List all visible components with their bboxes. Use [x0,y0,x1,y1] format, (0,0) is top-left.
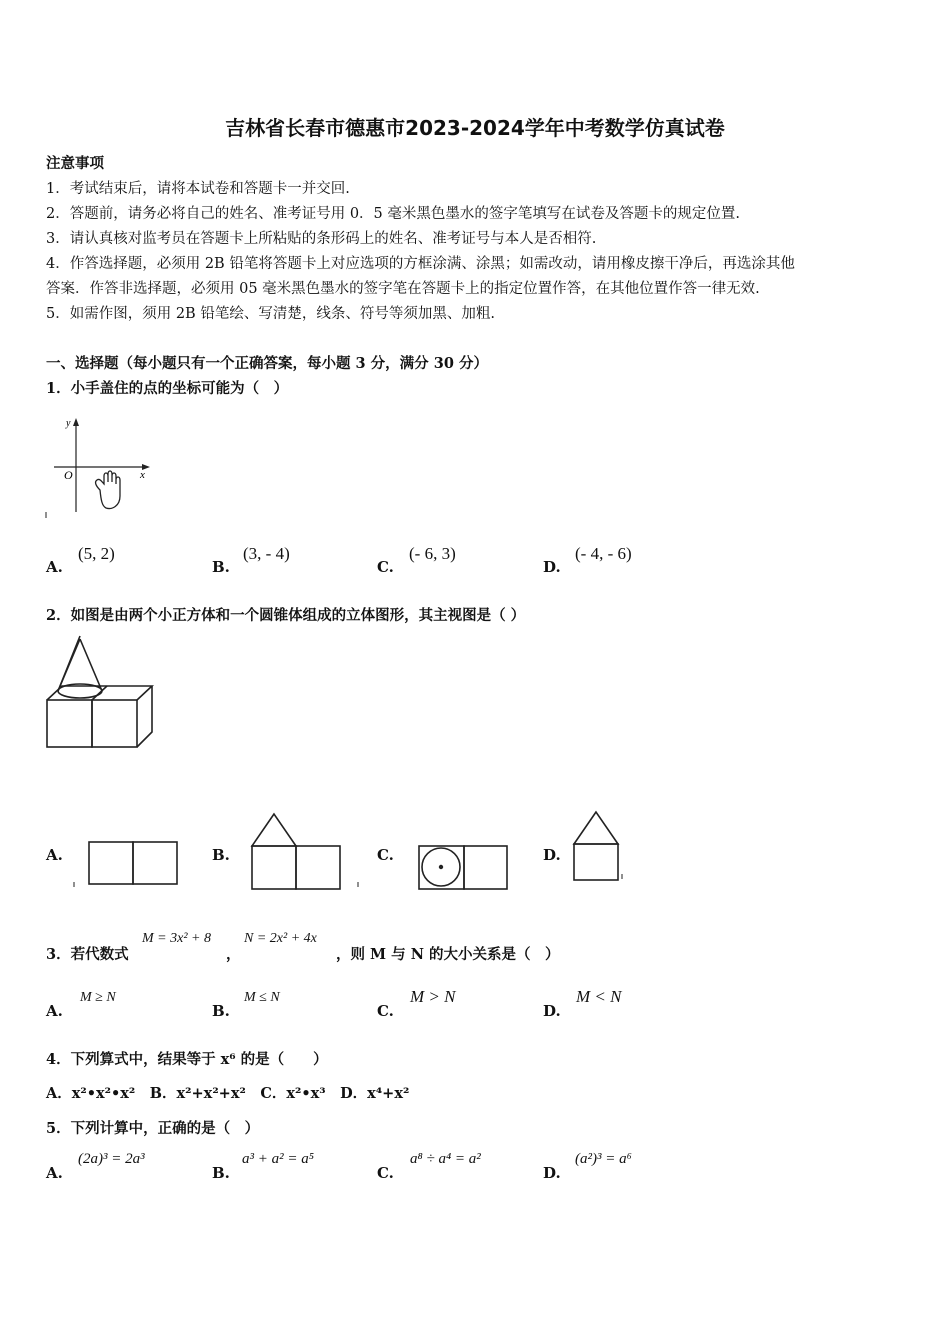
q4-options: A．x²•x²•x² B．x²+x²+x² C．x²•x³ D．x⁴+x² [46,1085,410,1102]
q5-option-c-value: a⁸ ÷ a⁴ = a² [410,1151,481,1167]
q1-option-c-value: (- 6, 3) [409,544,456,563]
q5-option-b-label: B. [212,1164,230,1182]
y-axis-label: y [66,418,71,429]
hand-icon [96,471,120,509]
q1-option-d-value: (- 4, - 6) [575,544,632,563]
q2-option-c-label: C. [377,846,394,864]
q1-option-a-label: A. [46,558,63,576]
coordinate-plane-figure [44,412,164,522]
notice-item-4: 4．作答选择题，必须用 2B 铅笔将答题卡上对应选项的方框涂满、涂黑；如需改动，请用橡皮擦干净后，再选涂其他 [46,256,795,272]
q3-option-d-value: M < N [576,987,622,1006]
q5-option-d-value: (a²)³ = a⁶ [575,1151,632,1167]
q1-option-d-label: D. [543,558,561,576]
question-3-prefix: 3．若代数式 [46,946,129,963]
solid-figure [44,636,156,750]
q5-option-b-value: a³ + a² = a⁵ [242,1151,314,1167]
notice-item-2: 2．答题前，请务必将自己的姓名、准考证号用 0．5 毫米黑色墨水的签字笔填写在试卷及答题卡的规定位置. [46,206,740,222]
q2-option-a-figure [70,840,182,890]
q2-option-c-figure [416,843,512,893]
q3-n-expression: N = 2x² + 4x [244,931,317,946]
q3-option-a-value: M ≥ N [80,990,116,1005]
q3-option-a-label: A. [46,1002,63,1020]
q5-option-a-value: (2a)³ = 2a³ [78,1151,145,1167]
question-5-stem: 5．下列计算中，正确的是（ ） [46,1120,260,1137]
notice-item-5: 5．如需作图，须用 2B 铅笔绘、写清楚，线条、符号等须加黑、加粗. [46,306,495,322]
x-axis-label: x [140,469,145,481]
q3-option-c-label: C. [377,1002,394,1020]
q2-option-d-figure [572,810,628,884]
q1-option-b-value: (3, - 4) [243,544,290,563]
q3-option-c-value: M > N [410,987,456,1006]
q1-option-c-label: C. [377,558,394,576]
section-heading: 一、选择题（每小题只有一个正确答案，每小题 3 分，满分 30 分） [46,355,488,372]
notice-item-1: 1．考试结束后，请将本试卷和答题卡一并交回. [46,181,350,197]
question-1-stem: 1．小手盖住的点的坐标可能为（ ） [46,380,289,397]
q3-option-b-label: B. [212,1002,230,1020]
q2-option-b-label: B. [212,846,230,864]
page-title: 吉林省长春市德惠市2023-2024学年中考数学仿真试卷 [225,116,725,140]
origin-label: O [64,468,73,482]
q2-option-b-figure [248,812,364,892]
notice-item-4-cont: 答案．作答非选择题，必须用 05 毫米黑色墨水的签字笔在答题卡上的指定位置作答，在其他位置作答一律无效. [46,281,760,297]
q3-comma: ， [226,946,241,963]
q5-option-d-label: D. [543,1164,561,1182]
q1-option-a-value: (5, 2) [78,544,115,563]
q5-option-a-label: A. [46,1164,63,1182]
q2-option-a-label: A. [46,846,63,864]
q1-option-b-label: B. [212,558,230,576]
q3-m-expression: M = 3x² + 8 [142,931,211,946]
question-2-stem: 2．如图是由两个小正方体和一个圆锥体组成的立体图形，其主视图是（ ） [46,607,526,624]
notice-heading: 注意事项 [46,155,104,172]
q3-option-b-value: M ≤ N [244,990,280,1005]
q2-option-d-label: D. [543,846,561,864]
q5-option-c-label: C. [377,1164,394,1182]
q3-option-d-label: D. [543,1002,561,1020]
question-3-suffix: ，则 M 与 N 的大小关系是（ ） [336,946,560,963]
question-4-stem: 4．下列算式中，结果等于 x⁶ 的是（ ） [46,1051,328,1068]
notice-item-3: 3．请认真核对监考员在答题卡上所粘贴的条形码上的姓名、准考证号与本人是否相符. [46,231,597,247]
